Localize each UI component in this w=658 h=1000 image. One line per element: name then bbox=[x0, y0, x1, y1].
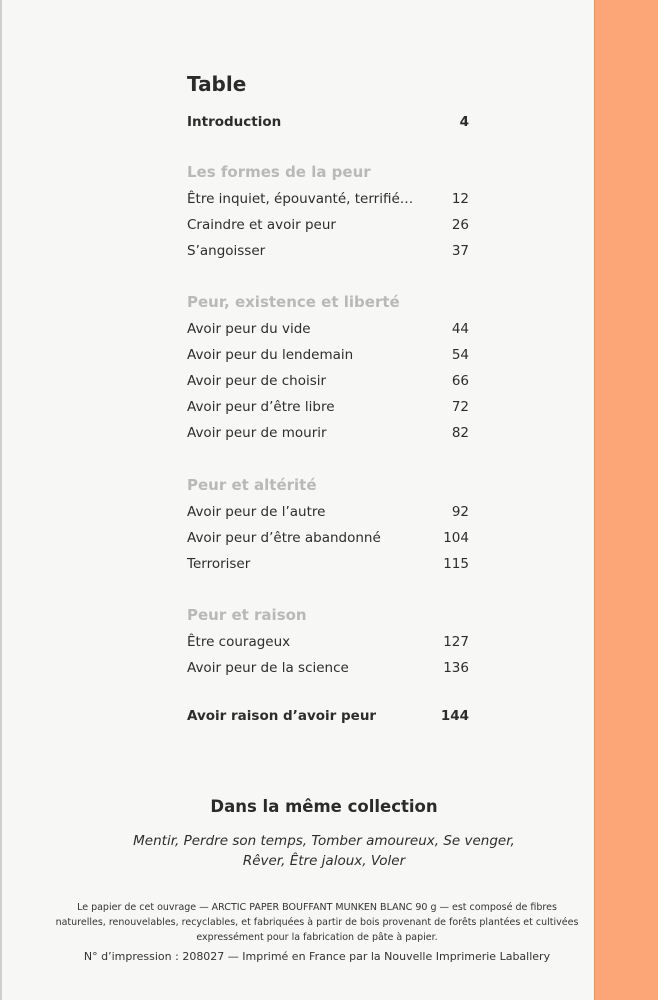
toc-entry bbox=[187, 504, 469, 524]
page-title: Table bbox=[187, 72, 247, 96]
toc-entry-page: 104 bbox=[443, 530, 469, 546]
toc-entry bbox=[187, 660, 469, 680]
toc-entry-label: Avoir raison d’avoir peur bbox=[187, 708, 377, 724]
collection-list: Mentir, Perdre son temps, Tomber amoureux, Se venger, bbox=[133, 833, 515, 849]
toc-entry-label: Avoir peur de la science bbox=[187, 660, 349, 676]
section-heading: Peur et raison bbox=[187, 606, 307, 624]
collection-list: Rêver, Être jaloux, Voler bbox=[242, 853, 406, 869]
toc-entry-label: Être courageux bbox=[187, 634, 291, 650]
toc-entry-page: 12 bbox=[451, 191, 469, 207]
colophon-text: expressément pour la fabrication de pâte à papier. bbox=[196, 932, 438, 943]
toc-entry-label: Craindre et avoir peur bbox=[187, 217, 336, 233]
toc-entry-introduction bbox=[187, 114, 469, 134]
toc-entry-conclusion bbox=[187, 708, 469, 728]
toc-entry-label: Avoir peur d’être abandonné bbox=[187, 530, 381, 546]
toc-entry-label: Être inquiet, épouvanté, terrifié… bbox=[187, 191, 414, 207]
toc-entry bbox=[187, 321, 469, 341]
toc-entry bbox=[187, 217, 469, 237]
toc-entry-label: Introduction bbox=[187, 114, 282, 130]
toc-entry-page: 144 bbox=[440, 708, 469, 724]
printing-info: N° d’impression : 208027 — Imprimé en France par la Nouvelle Imprimerie Laballery bbox=[83, 950, 551, 963]
section-heading: Peur, existence et liberté bbox=[187, 293, 400, 311]
toc-entry-page: 92 bbox=[451, 504, 469, 520]
toc-entry-page: 4 bbox=[459, 114, 469, 130]
toc-entry-page: 54 bbox=[451, 347, 469, 363]
toc-entry bbox=[187, 530, 469, 550]
toc-entry bbox=[187, 556, 469, 576]
toc-entry-label: Avoir peur du lendemain bbox=[187, 347, 354, 363]
toc-entry-label: Terroriser bbox=[187, 556, 251, 572]
collection-title: Dans la même collection bbox=[210, 797, 438, 816]
toc-entry-label: Avoir peur du vide bbox=[187, 321, 311, 337]
toc-entry bbox=[187, 243, 469, 263]
toc-entry-label: Avoir peur de l’autre bbox=[187, 504, 326, 520]
toc-entry bbox=[187, 425, 469, 445]
cover-edge-strip bbox=[594, 0, 658, 1000]
toc-entry bbox=[187, 634, 469, 654]
toc-entry-page: 115 bbox=[443, 556, 469, 572]
colophon-text: Le papier de cet ouvrage — ARCTIC PAPER BOUFFANT MUNKEN BLANC 90 g — est composé de fibres bbox=[77, 902, 557, 913]
toc-entry-page: 66 bbox=[451, 373, 469, 389]
toc-entry-page: 136 bbox=[443, 660, 469, 676]
toc-entry bbox=[187, 399, 469, 419]
toc-entry-page: 72 bbox=[451, 399, 469, 415]
section-heading: Peur et altérité bbox=[187, 476, 317, 494]
toc-entry-page: 37 bbox=[451, 243, 469, 259]
toc-entry bbox=[187, 191, 469, 211]
toc-entry-page: 82 bbox=[451, 425, 469, 441]
toc-entry bbox=[187, 373, 469, 393]
toc-entry-label: Avoir peur de choisir bbox=[187, 373, 327, 389]
toc-entry-label: S’angoisser bbox=[187, 243, 266, 259]
toc-entry-page: 44 bbox=[451, 321, 469, 337]
toc-entry bbox=[187, 347, 469, 367]
toc-entry-label: Avoir peur de mourir bbox=[187, 425, 327, 441]
toc-entry-label: Avoir peur d’être libre bbox=[187, 399, 335, 415]
toc-entry-page: 127 bbox=[443, 634, 469, 650]
section-heading: Les formes de la peur bbox=[187, 163, 371, 181]
colophon-text: naturelles, renouvelables, recyclables, et fabriquées à partir de bois provenant de forêts plantées et cultivées bbox=[55, 917, 579, 928]
toc-entry-page: 26 bbox=[451, 217, 469, 233]
